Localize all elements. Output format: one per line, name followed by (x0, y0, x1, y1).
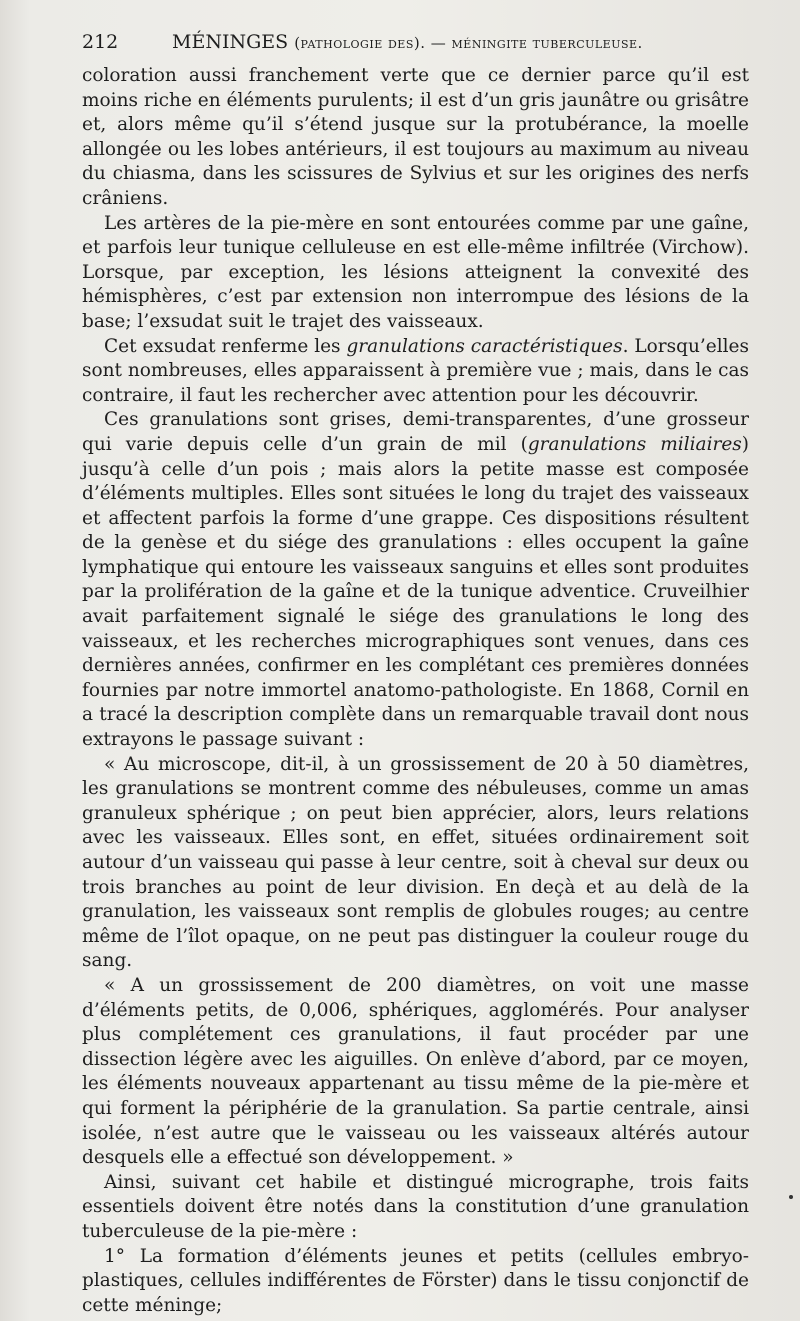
page-number: 212 (82, 31, 119, 53)
list-item: 1° La formation d’éléments jeunes et petits (cellules embryo-plastiques, cellules indifférentes de Förster) dans le tissu conjonctif de cette méninge; (82, 1245, 749, 1316)
quotation-paragraph: « A un grossissement de 200 diamètres, on voit une masse d’éléments petits, de 0,006, sphériques, agglomérés. Pour analyser plus complétement ces granulations, il faut procéder par une dissection légère avec les aiguilles. On enlève d’abord, par ce moyen, les éléments nouveaux appartenant au tissu même de la pie-mère et qui forment la périphérie de la granulation. Sa partie centrale, ainsi isolée, n’est autre que le vaisseau ou les vaisseaux altérés autour desquels elle a effectué son développement. » (82, 974, 749, 1169)
margin-mark (789, 1195, 793, 1199)
italic-term: granulations caractéristiques (346, 335, 623, 357)
body-text (82, 64, 749, 1318)
paragraph: Ces granulations sont grises, demi-transparentes, d’une grosseur qui varie depuis celle d’un grain de mil (granulations miliaires) jusqu’à celle d’un pois ; mais alors la petite masse est composée d’éléments multiples. Elles sont situées le long du trajet des vaisseaux et affectent parfois la forme d’une grappe. Ces dispositions résultent de la genèse et du siége des granulations : elles occupent la gaîne lymphatique qui entoure les vaisseaux sanguins et elles sont produites par la prolifération de la gaîne et de la tunique adventice. Cruveilhier avait parfaitement signalé le siége des granulations le long des vaisseaux, et les recherches micrographiques sont venues, dans ces dernières années, confirmer en les complétant ces premières données fournies par notre immortel anatomo-pathologiste. En 1868, Cornil en a tracé la description complète dans un remarquable travail dont nous extrayons le passage suivant : (82, 409, 749, 751)
quotation-paragraph: « Au microscope, dit-il, à un grossissement de 20 à 50 diamètres, les granulations se montrent comme des nébuleuses, comme un amas granuleux sphérique ; on peut bien apprécier, alors, leurs relations avec les vaisseaux. Elles sont, en effet, situées ordinairement soit autour d’un vaisseau qui passe à leur centre, soit à cheval sur deux ou trois branches au point de leur division. En deçà et au delà de la granulation, les vaisseaux sont remplis de globules rouges; au centre même de l’îlot opaque, on ne peut pas distinguer la couleur rouge du sang. (82, 753, 749, 972)
running-header (82, 31, 750, 59)
paragraph: coloration aussi franchement verte que ce dernier parce qu’il est moins riche en éléments purulents; il est d’un gris jaunâtre ou grisâtre et, alors même qu’il s’étend jusque sur la protubérance, la moelle allongée ou les lobes antérieurs, il est toujours au maximum au niveau du chiasma, dans les scissures de Sylvius et sur les origines des nerfs crâniens. (82, 65, 749, 209)
header-title: MÉNINGES (172, 31, 289, 53)
paragraph: Cet exsudat renferme les granulations caractéristiques. Lorsqu’elles sont nombreuses, elles apparaissent à première vue ; mais, dans le cas contraire, il faut les rechercher avec attention pour les découvrir. (82, 335, 749, 406)
paragraph: Ainsi, suivant cet habile et distingué micrographe, trois faits essentiels doivent être notés dans la constitution d’une granulation tuberculeuse de la pie-mère : (82, 1171, 749, 1242)
italic-term: granulations miliaires (527, 433, 742, 455)
paragraph: Les artères de la pie-mère en sont entourées comme par une gaîne, et parfois leur tunique celluleuse en est elle-même infiltrée (Virchow). Lorsque, par exception, les lésions atteignent la convexité des hémisphères, c’est par extension non interrompue des lésions de la base; l’exsudat suit le trajet des vaisseaux. (82, 212, 749, 332)
header-subtitle: (pathologie des). — méningite tuberculeuse. (294, 34, 643, 52)
